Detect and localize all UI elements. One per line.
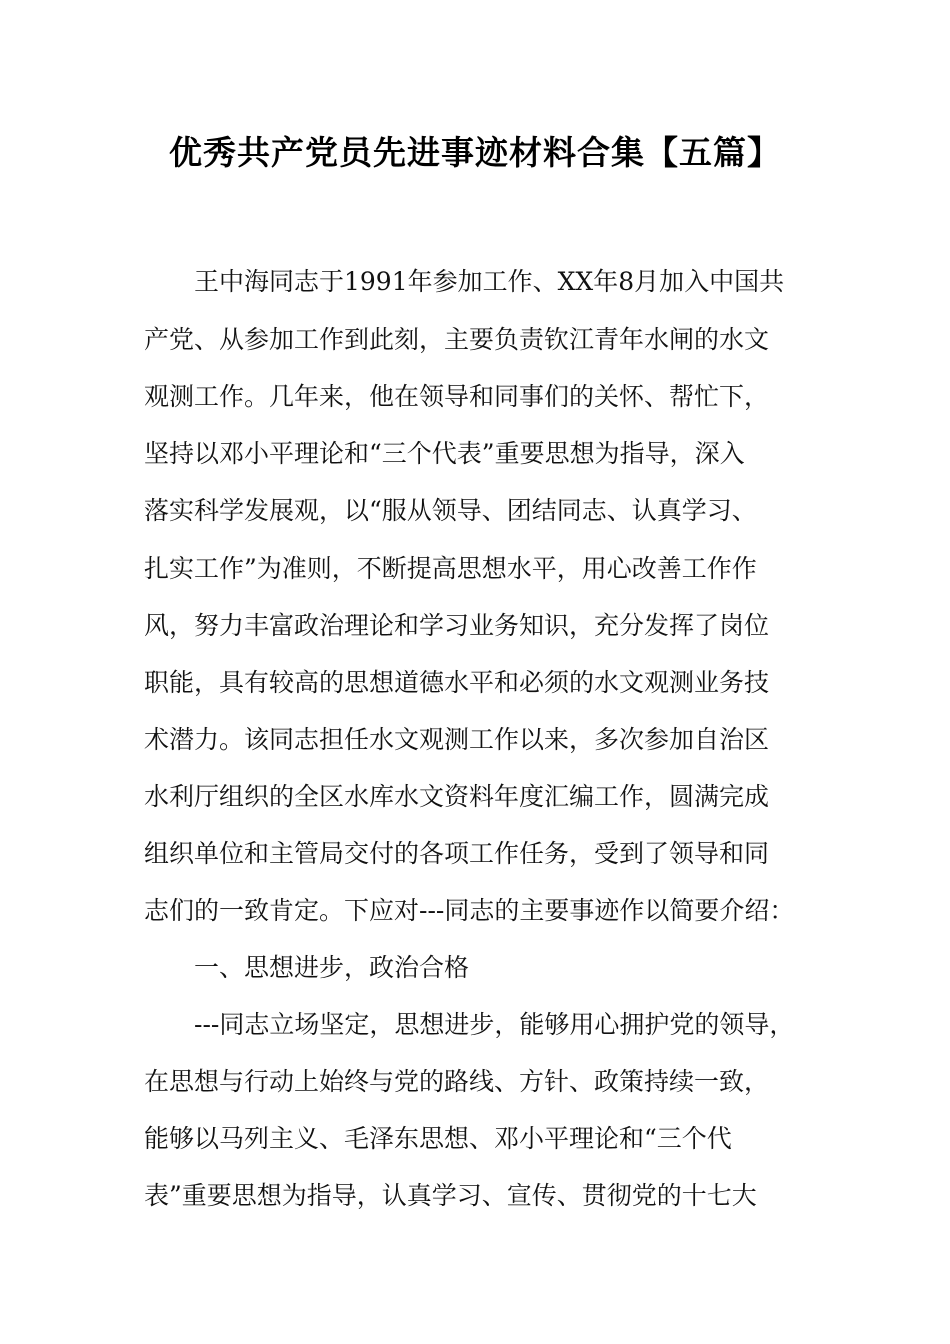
paragraph-line: 志们的一致肯定。下应对---同志的主要事迹作以简要介绍： bbox=[144, 896, 795, 925]
paragraph-line: 术潜力。该同志担任水文观测工作以来，多次参加自治区 bbox=[144, 725, 770, 754]
paragraph-line: 观测工作。几年来，他在领导和同事们的关怀、帮忙下， bbox=[144, 382, 770, 411]
paragraph-line: 水利厅组织的全区水库水文资料年度汇编工作，圆满完成 bbox=[144, 782, 770, 811]
document-title: 优秀共产党员先进事迹材料合集【五篇】 bbox=[169, 133, 781, 172]
paragraph-line: 王中海同志于1991年参加工作、XX年8月加入中国共 bbox=[194, 267, 785, 296]
paragraph-line: 落实科学发展观，以“服从领导、团结同志、认真学习、 bbox=[144, 496, 757, 525]
section-heading: 一、思想进步，政治合格 bbox=[194, 953, 470, 982]
paragraph-line: 组织单位和主管局交付的各项工作任务，受到了领导和同 bbox=[144, 839, 770, 868]
paragraph-line: 产党、从参加工作到此刻，主要负责钦江青年水闸的水文 bbox=[144, 325, 770, 354]
paragraph-line: 职能，具有较高的思想道德水平和必须的水文观测业务技 bbox=[144, 668, 770, 697]
paragraph-line: ---同志立场坚定，思想进步，能够用心拥护党的领导， bbox=[194, 1010, 795, 1039]
paragraph-line: 风，努力丰富政治理论和学习业务知识，充分发挥了岗位 bbox=[144, 611, 770, 640]
paragraph-line: 表”重要思想为指导，认真学习、宣传、贯彻党的十七大 bbox=[144, 1181, 757, 1210]
paragraph-line: 在思想与行动上始终与党的路线、方针、政策持续一致， bbox=[144, 1067, 770, 1096]
paragraph-line: 扎实工作”为准则，不断提高思想水平，用心改善工作作 bbox=[144, 554, 757, 583]
paragraph-line: 坚持以邓小平理论和“三个代表”重要思想为指导，深入 bbox=[144, 439, 745, 468]
paragraph-line: 能够以马列主义、毛泽东思想、邓小平理论和“三个代 bbox=[144, 1124, 732, 1153]
